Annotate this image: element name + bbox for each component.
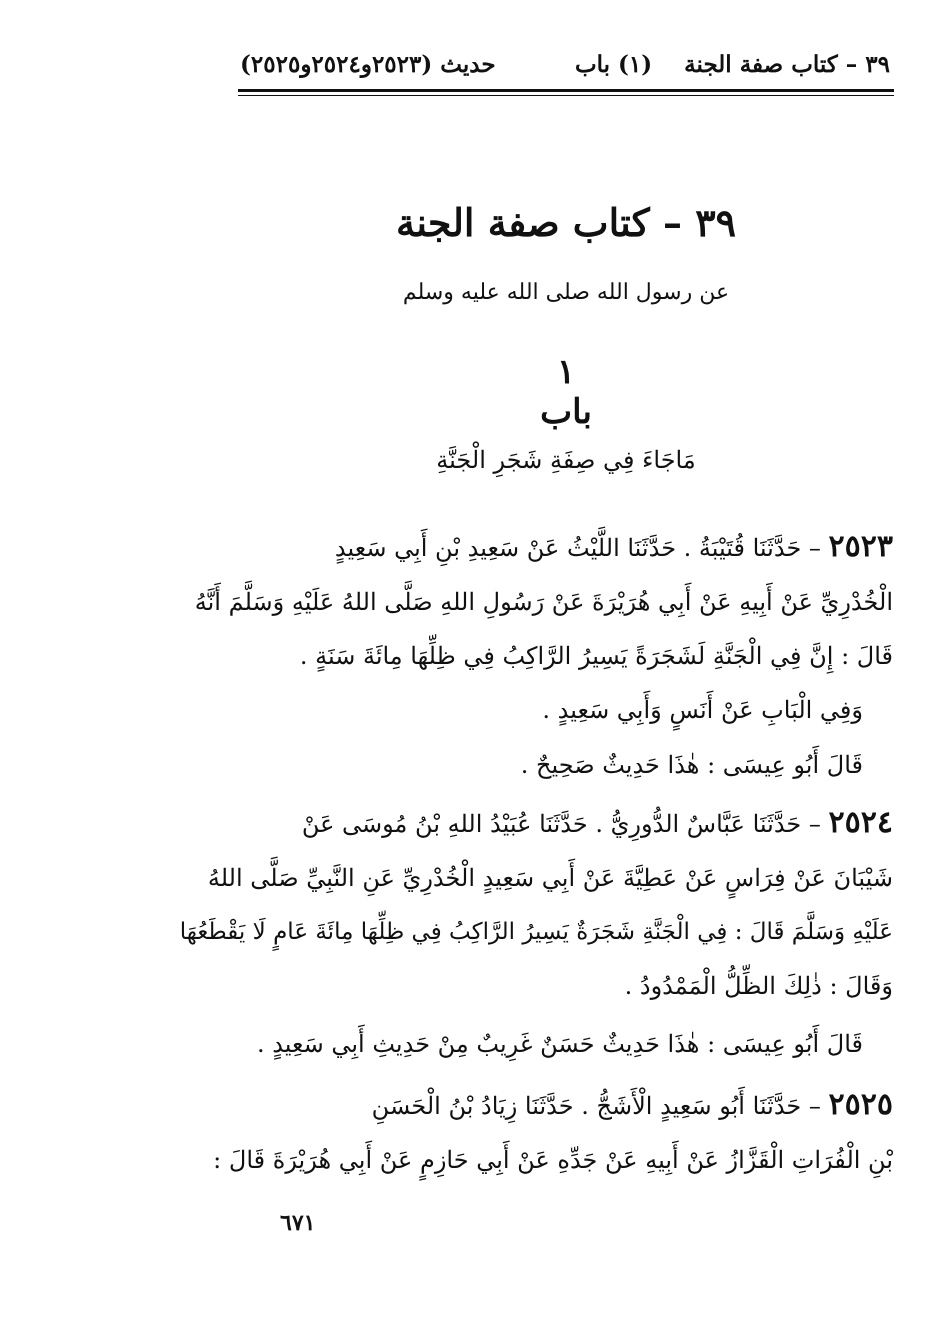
chapter-title: مَاجَاءَ فِي صِفَةِ شَجَرِ الْجَنَّةِ [436,446,696,474]
hadith-2523-line-3: قَالَ : إِنَّ فِي الْجَنَّةِ لَشَجَرَةً يَسِيرُ الرَّاكِبُ فِي ظِلِّهَا مِائَةَ سَنَةٍ . [299,642,893,670]
chapter-number: ١ [556,352,576,392]
hadith-2524-line-3: عَلَيْهِ وَسَلَّمَ قَالَ : فِي الْجَنَّةِ شَجَرَةٌ يَسِيرُ الرَّاكِبُ فِي ظِلِّهَا مِائَةَ عَامٍ لَا يَقْطَعُهَا [179,919,893,945]
hadith-number: ٢٥٢٣ [828,529,893,564]
book-subtitle: عن رسول الله صلى الله عليه وسلم [402,280,730,305]
hadith-text: – حَدَّثَنَا قُتَيْبَةُ . حَدَّثَنَا اللَّيْثُ عَنْ سَعِيدِ بْنِ أَبِي سَعِيدٍ [334,534,821,562]
hadith-2524-line-4: وَقَالَ : ذٰلِكَ الظِّلُّ الْمَمْدُودُ . [624,972,893,1000]
hadith-2524-line-1 [253,803,893,844]
hadith-2524-line-2: شَيْبَانَ عَنْ فِرَاسٍ عَنْ عَطِيَّةَ عَنْ أَبِي سَعِيدٍ الْخُدْرِيِّ عَنِ النَّبِيِّ صَلَّى اللهُ [207,864,893,892]
header-rule [238,89,894,92]
header-rule-thin [238,95,894,96]
hadith-number: ٢٥٢٥ [828,1087,893,1122]
header-hadith-range: حديث (٢٥٢٣و٢٥٢٤و٢٥٢٥) [240,50,496,78]
chapter-heading: باب [540,392,592,432]
book-title: ٣٩ – كتاب صفة الجنة [395,200,737,245]
hadith-text: – حَدَّثَنَا أَبُو سَعِيدٍ الْأَشَجُّ . حَدَّثَنَا زِيَادُ بْنُ الْحَسَنِ [371,1092,821,1120]
page-number: ٦٧١ [280,1210,316,1236]
header-chapter: ٣٩ – كتاب صفة الجنة (١) باب [574,50,890,78]
hadith-2525-line-2: بْنِ الْفُرَاتِ الْقَزَّازُ عَنْ أَبِيهِ عَنْ جَدِّهِ عَنْ أَبِي حَازِمٍ عَنْ أَبِي هُرَيْرَةَ قَالَ : [213,1146,893,1174]
hadith-2523-line-2: الْخُدْرِيِّ عَنْ أَبِيهِ عَنْ أَبِي هُرَيْرَةَ عَنْ رَسُولِ اللهِ صَلَّى اللهُ عَلَيْهِ وَسَلَّمَ أَنَّهُ [194,588,893,616]
hadith-2524-grading: قَالَ أَبُو عِيسَى : هٰذَا حَدِيثٌ حَسَنٌ غَرِيبٌ مِنْ حَدِيثِ أَبِي سَعِيدٍ . [256,1030,863,1058]
hadith-2523-chapter-note: وَفِي الْبَابِ عَنْ أَنَسٍ وَأَبِي سَعِيدٍ . [542,696,863,724]
hadith-2525-line-1 [253,1085,893,1126]
running-header [240,44,890,84]
hadith-2523-grading: قَالَ أَبُو عِيسَى : هٰذَا حَدِيثٌ صَحِيحٌ . [520,751,863,779]
hadith-number: ٢٥٢٤ [828,805,893,840]
hadith-text: – حَدَّثَنَا عَبَّاسٌ الدُّورِيُّ . حَدَّثَنَا عُبَيْدُ اللهِ بْنُ مُوسَى عَنْ [301,810,821,838]
hadith-2523-line-1 [253,527,893,568]
